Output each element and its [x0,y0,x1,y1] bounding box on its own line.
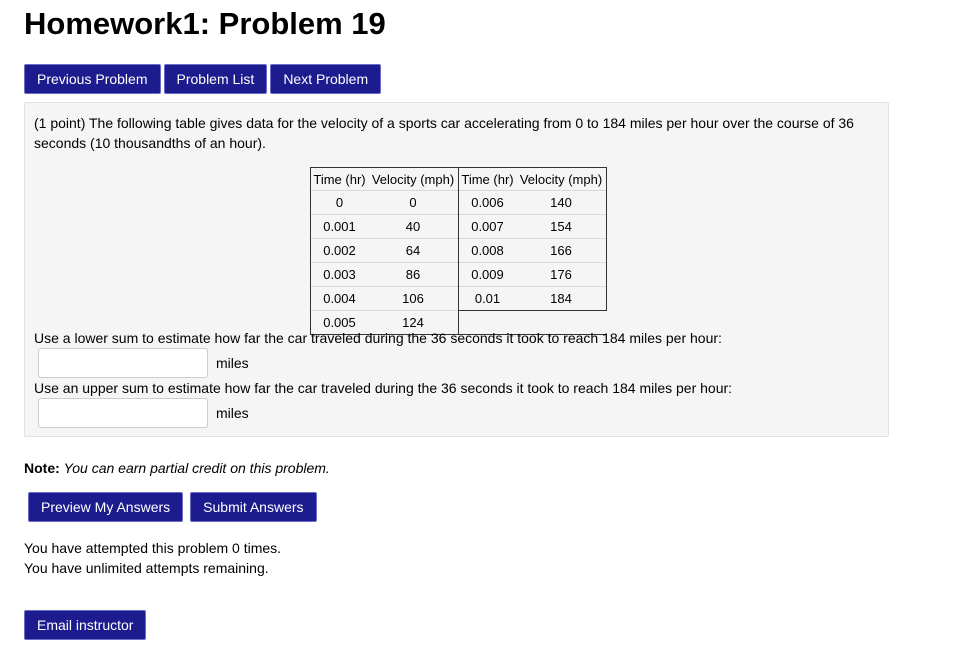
table-cell: 166 [516,239,607,263]
table-cell: 0.01 [459,287,517,311]
velocity-table [310,167,607,335]
previous-problem-button[interactable]: Previous Problem [24,64,161,94]
table-row [311,215,607,239]
table-row [311,239,607,263]
table-header: Time (hr) [459,168,517,191]
table-cell: 140 [516,191,607,215]
table-cell: 154 [516,215,607,239]
table-cell: 176 [516,263,607,287]
table-header: Velocity (mph) [516,168,607,191]
question-upper-sum: Use an upper sum to estimate how far the car traveled during the 36 seconds it took to reach 184 miles per hour: [34,380,733,396]
table-cell: 106 [368,287,459,311]
table-cell: 40 [368,215,459,239]
problem-list-button[interactable]: Problem List [164,64,268,94]
attempts-remaining: You have unlimited attempts remaining. [24,560,269,576]
lower-sum-unit: miles [216,355,249,371]
table-cell: 64 [368,239,459,263]
table-cell: 124 [368,311,459,335]
table-cell: 0.009 [459,263,517,287]
attempts-info [24,538,281,578]
table-cell: 86 [368,263,459,287]
table-cell: 0 [368,191,459,215]
lower-sum-answer-input[interactable] [38,348,208,378]
submit-answers-button[interactable]: Submit Answers [190,492,316,522]
table-header: Velocity (mph) [368,168,459,191]
question-lower-sum: Use a lower sum to estimate how far the car traveled during the 36 seconds it took to reach 184 miles per hour: [34,330,722,346]
note-text: You can earn partial credit on this problem. [63,460,330,476]
table-row [311,287,607,311]
email-instructor-button[interactable]: Email instructor [24,610,146,640]
table-header: Time (hr) [311,168,369,191]
problem-nav [24,64,381,94]
upper-sum-unit: miles [216,405,249,421]
problem-statement [34,113,879,153]
table-cell: 0.002 [311,239,369,263]
table-cell: 0.007 [459,215,517,239]
table-cell: 0.008 [459,239,517,263]
table-cell: 0.005 [311,311,369,335]
table-cell: 0.003 [311,263,369,287]
attempts-count: You have attempted this problem 0 times. [24,540,282,556]
problem-body [24,102,889,437]
table-row [311,263,607,287]
problem-statement-line1: (1 point) The following table gives data for the velocity of a sports car accelerating from 0 to 184 miles per hour over the course of 36 [34,115,854,131]
problem-statement-line2: seconds (10 thousandths of an hour). [34,135,266,151]
page-title: Homework1: Problem 19 [24,6,386,41]
table-cell: 0.004 [311,287,369,311]
note-label: Note: [24,460,60,476]
table-cell: 0.006 [459,191,517,215]
preview-answers-button[interactable]: Preview My Answers [28,492,183,522]
table-row [311,191,607,215]
table-cell: 0.001 [311,215,369,239]
table-cell: 184 [516,287,607,311]
next-problem-button[interactable]: Next Problem [270,64,381,94]
answer-actions [28,492,317,522]
partial-credit-note [24,460,330,476]
upper-sum-answer-input[interactable] [38,398,208,428]
table-cell: 0 [311,191,369,215]
